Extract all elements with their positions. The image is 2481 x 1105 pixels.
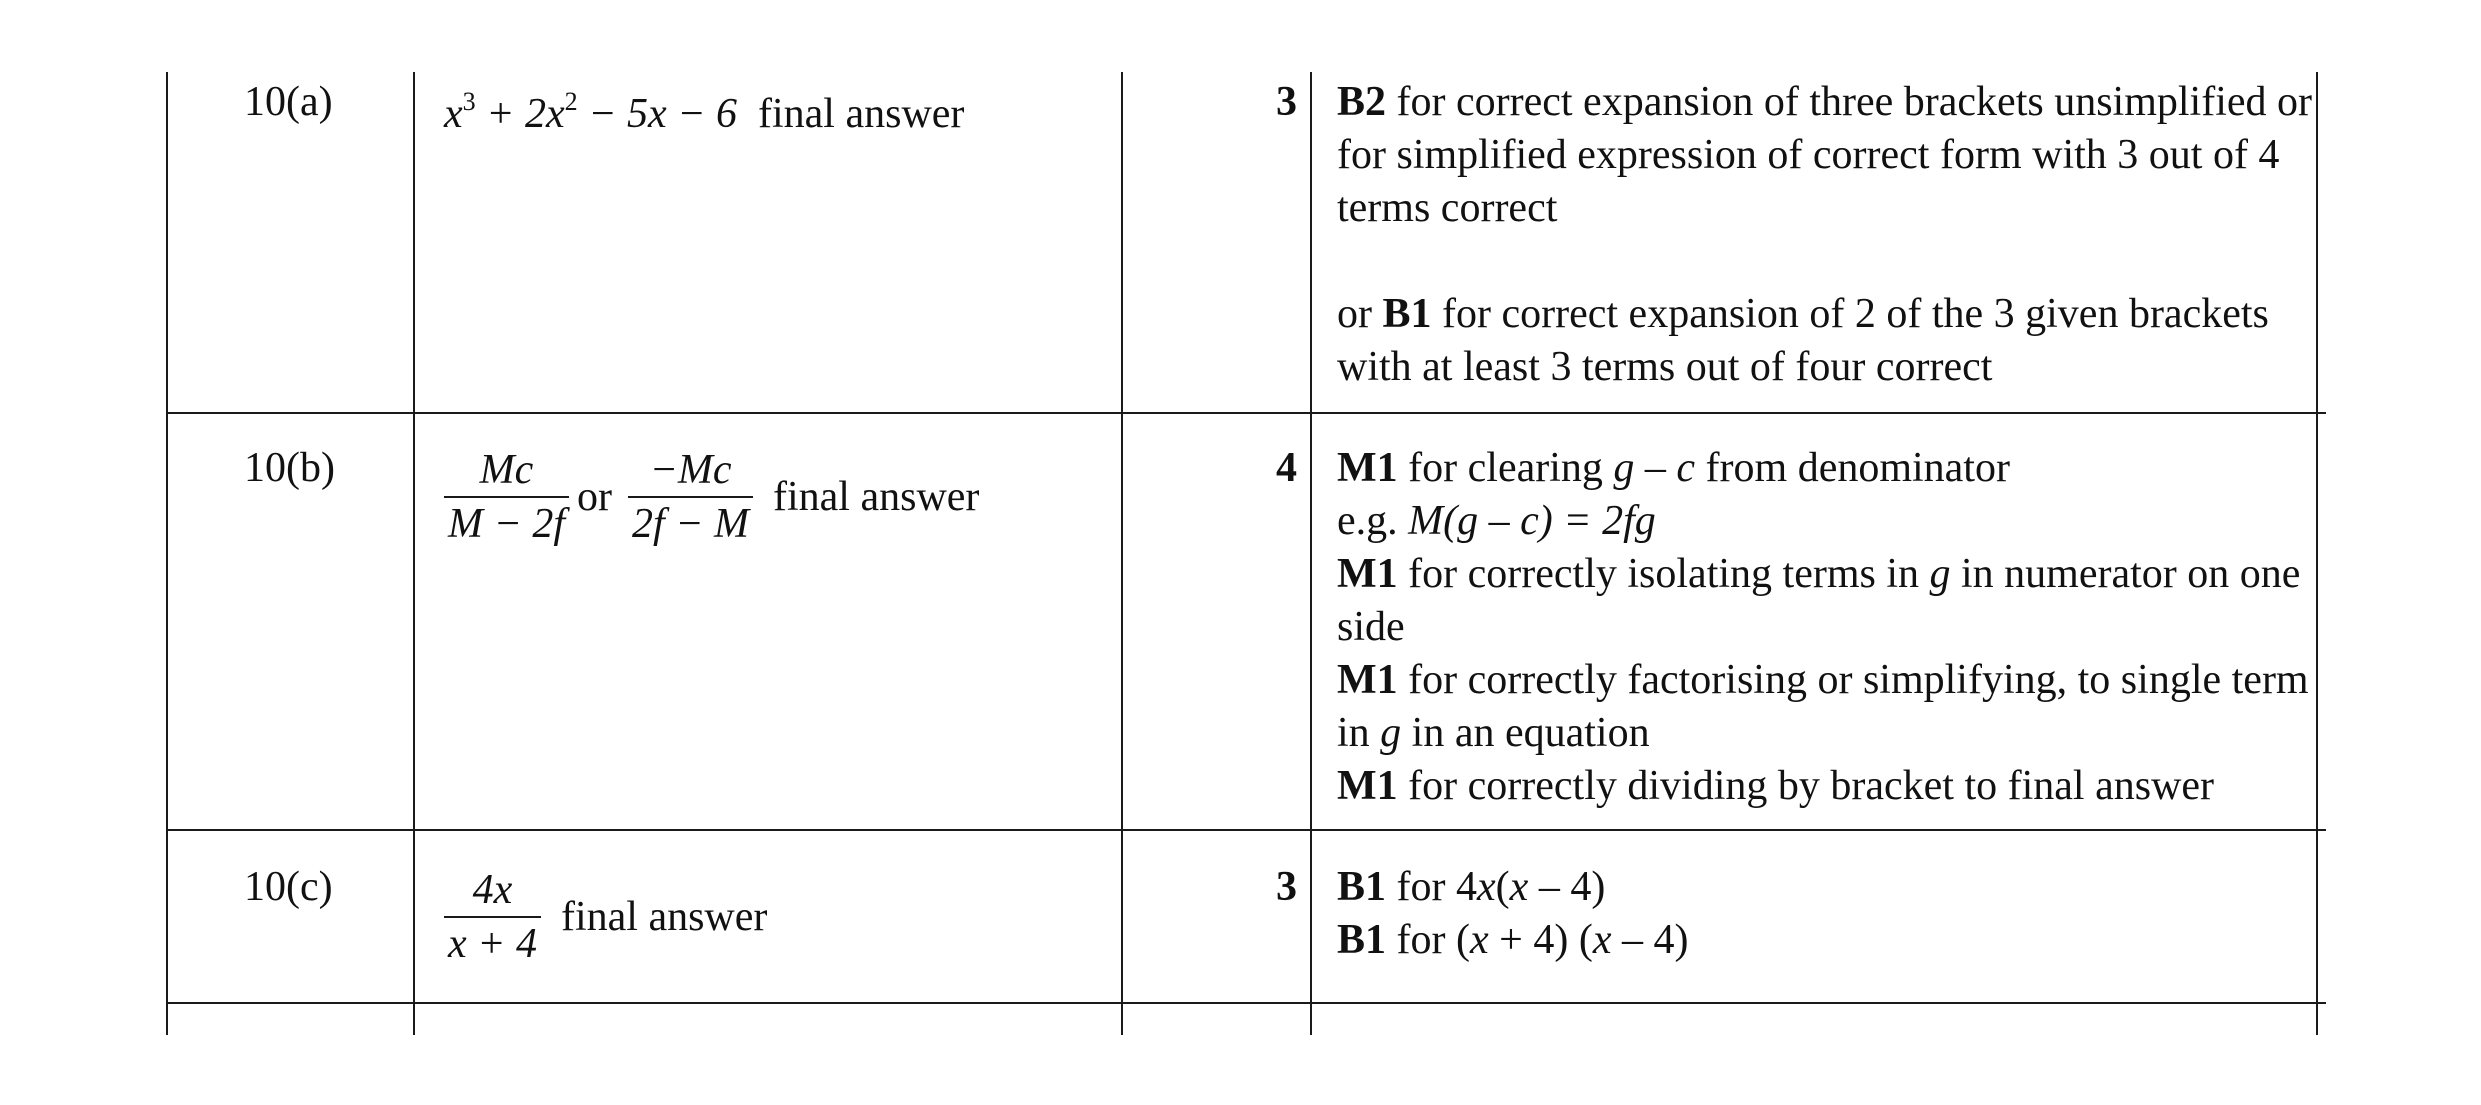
mark-value: 4 [1276,445,1297,491]
table-divider-marks [1310,72,1312,1035]
fraction: $\frac{4x}{x + 4}$ [444,864,541,970]
question-number: 10(a) [244,79,333,125]
table-divider-answer [1121,72,1123,1035]
row-divider-b-c [166,829,2326,831]
row-divider-a-b [166,412,2326,414]
fraction-1: $\frac{Mc}{M - 2f}$ [444,444,569,550]
answer-suffix: final answer [773,473,980,520]
table-border-left [166,72,168,1035]
row-divider-c-end [166,1002,2326,1004]
answer-suffix: final answer [560,893,768,940]
answer-cell [444,864,767,970]
guidance-line: B1 for (x + 4) (x – 4) [1337,917,1689,963]
guidance-line: or B1 for correct expansion of 2 of the 3 given brackets with at least 3 terms out of four correct [1337,291,2269,390]
answer-cell: $\frac{Mc}{M - 2f}$ or $\frac{-Mc}{2f - M}$ final answer [444,444,979,550]
mark-value: 3 [1276,79,1297,125]
question-number: 10(b) [244,445,335,491]
answer-expression: $x^3 + 2x^2 - 5x - 6$ [444,87,737,137]
fraction-2: $\frac{-Mc}{2f - M}$ [628,444,753,550]
guidance-cell [1337,442,2317,813]
guidance-line: B2 for correct expansion of three brackets unsimplified or for simplified expression of correct form with 3 out of 4 terms correct [1337,79,2313,231]
answer-suffix: final answer [758,91,965,137]
guidance-line: M1 for correctly isolating terms in g in numerator on one side [1337,551,2301,650]
guidance-line: M1 for correctly factorising or simplifying, to single term in g in an equation [1337,657,2309,756]
mark-value: 3 [1276,864,1297,910]
table-divider-question [413,72,415,1035]
guidance-cell [1337,861,2317,967]
guidance-line: M1 for correctly dividing by bracket to final answer [1337,763,2215,809]
guidance-line: e.g. M(g – c) = 2fg [1337,498,1656,544]
guidance-line: B1 for 4x(x – 4) [1337,864,1606,910]
question-number: 10(c) [244,864,333,910]
answer-cell [444,88,964,141]
guidance-line: M1 for clearing g – c from denominator [1337,445,2010,491]
guidance-cell [1337,76,2317,394]
